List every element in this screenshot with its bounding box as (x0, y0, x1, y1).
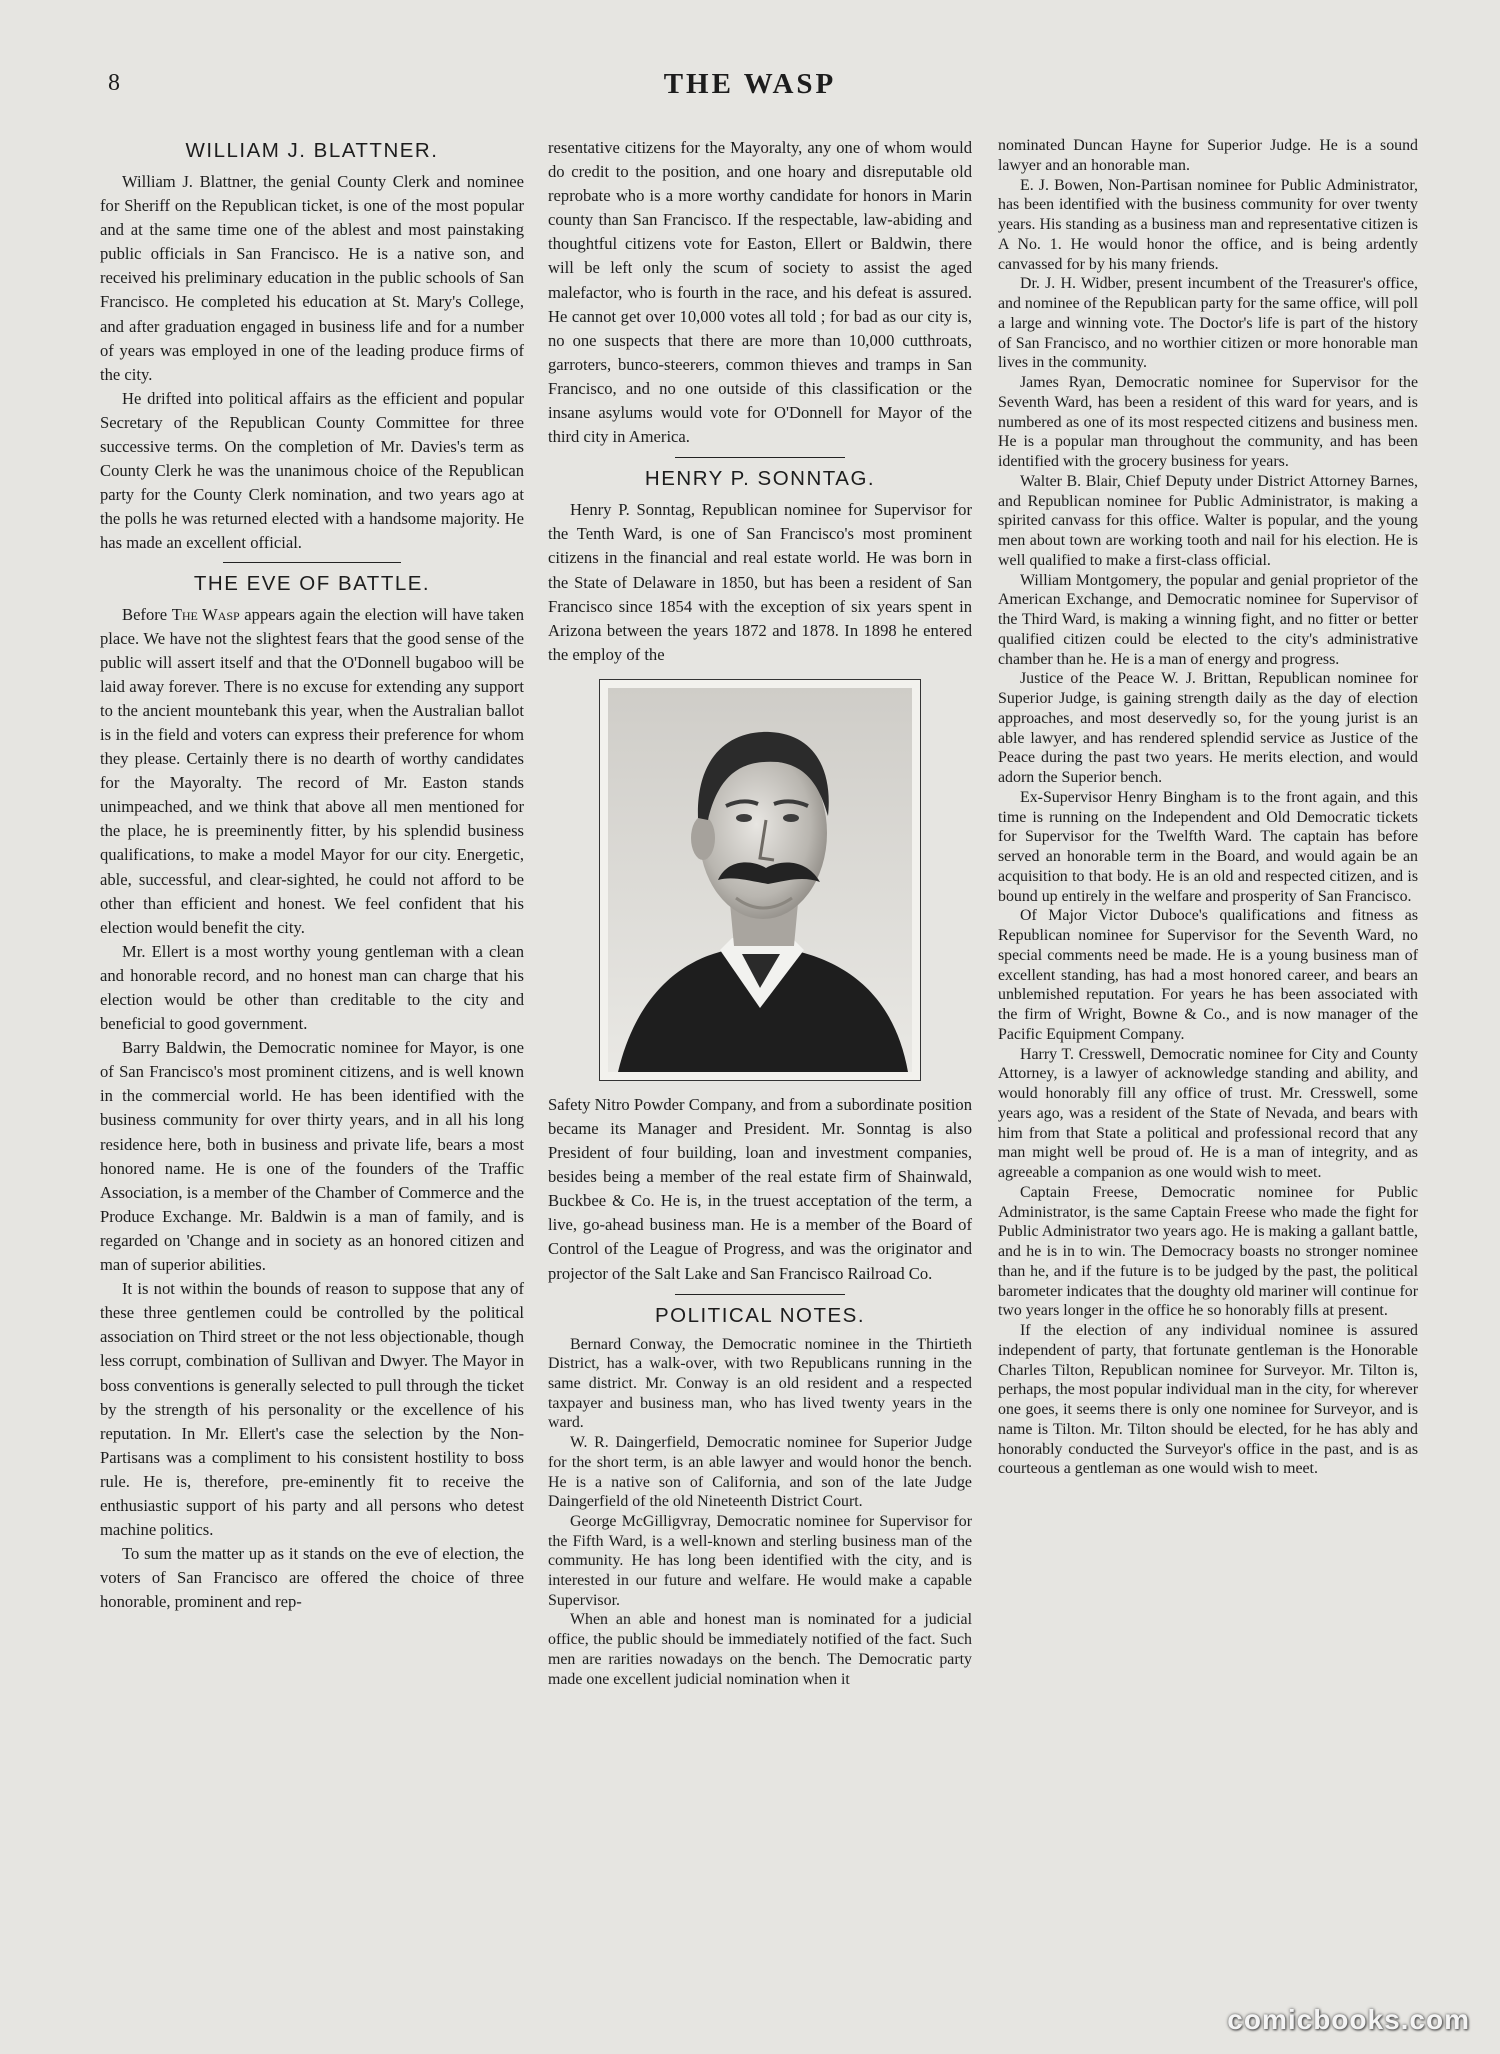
portrait-illustration (608, 688, 912, 1072)
paragraph: When an able and honest man is nominated for a judicial office, the public should be immediately notified of the fact. Such men are rarities nowadays on the bench. The Democratic party made one excellent judicial nomination when it (548, 1611, 972, 1688)
paragraph: If the election of any individual nominee is assured independent of party, that fortunate gentleman is the Honorable Charles Tilton, Republican nominee for Surveyor. Mr. Tilton is, perhaps, the most popular individual man in the city, for wherever one goes, it seems there is only one nominee for Surveyor, and is name is Tilton. Mr. Tilton should be elected, for he has ably and honorably conducted the Surveyor's office in the past, and is as courteous a gentleman as one would wish to meet. (998, 1322, 1418, 1478)
paragraph (100, 603, 524, 940)
section-divider (675, 457, 845, 458)
paragraph: George McGilligvray, Democratic nominee for Supervisor for the Fifth Ward, is a well-known and sterling business man of the community. He has long been identified with the city, and is interested in our future and welfare. He would make a capable Supervisor. (548, 1512, 972, 1609)
column-left (100, 136, 524, 1614)
paragraph: Harry T. Cresswell, Democratic nominee for City and County Attorney, is a lawyer of acknowledge standing and ability, and would honorably fill any office of trust. Mr. Cresswell, some years ago, was a resident of the State of Nevada, and bears with him from that State a political and professional record that any man might well be proud of. He is a man of integrity, and as agreeable a companion as one would wish to meet. (998, 1045, 1418, 1181)
text-span: appears again the election will have taken place. We have not the slightest fears that the good sense of the public will assert itself and that the O'Donnell bugaboo will be laid away forever. There is no excuse for extending any support to the ancient mountebank this year, when the Australian ballot is in the field and voters can express their preference for whom they please. Certainly there is no dearth of worthy candidates for the Mayoralty. The record of Mr. Easton stands unimpeached, and we think that above all men mentioned for the place, he is preeminently fitter, by his splendid business qualifications, to make a model Mayor for our city. Energetic, able, successful, and clear-sighted, he could not afford to be other than efficient and honest. We feel confident that his election would benefit the city. (100, 604, 524, 937)
paragraph: He drifted into political affairs as the efficient and popular Secretary of the Republican County Committee for three successive terms. On the completion of Mr. Davies's term as County Clerk he was the unanimous choice of the Republican party for the County Clerk nomination, and two years ago at the polls he was returned elected with a handsome majority. He has made an excellent official. (100, 388, 524, 553)
text-span: Before (122, 604, 172, 624)
publication-name: The Wasp (171, 604, 240, 624)
paragraph: Justice of the Peace W. J. Brittan, Republican nominee for Superior Judge, is gaining strength daily as the day of election approaches, and most deservedly so, for the young jurist is an able lawyer, and has rendered splendid service as Justice of the Peace during the past two years. He merits election, and would adorn the Superior bench. (998, 670, 1418, 786)
section-divider (223, 562, 401, 563)
paragraph: Safety Nitro Powder Company, and from a subordinate position became its Manager and President. Mr. Sonntag is also President of four building, loan and investment companies, besides being a member of the real estate firm of Shainwald, Buckbee & Co. He is, in the truest acceptation of the term, a live, go-ahead business man. He is a member of the Board of Control of the League of Progress, and was the originator and projector of the Salt Lake and San Francisco Railroad Co. (548, 1094, 972, 1283)
paragraph: William J. Blattner, the genial County Clerk and nominee for Sheriff on the Republican ticket, is one of the most popular and at the same time one of the ablest and most painstaking public officials in San Francisco. He is a native son, and received his preliminary education in the public schools of San Francisco. He completed his education at St. Mary's College, and after graduation engaged in business life and for a number of years was employed in one of the leading produce firms of the city. (100, 172, 524, 384)
column-middle (548, 136, 972, 1689)
paragraph: William Montgomery, the popular and genial proprietor of the American Exchange, and Democratic nominee for Supervisor of the Third Ward, is making a winning fight, and no fitter or better qualified citizen could be elected to the city's administrative chamber than he. He is a man of energy and progress. (998, 571, 1418, 668)
heading-eve-of-battle: THE EVE OF BATTLE. (193, 571, 431, 595)
masthead-title: THE WASP (663, 68, 837, 100)
paragraph: Bernard Conway, the Democratic nominee in the Thirtieth District, has a walk-over, with two Republicans running in the same district. Mr. Conway is an old resident and a respected taxpayer and business man, who has lived twenty years in the ward. (548, 1335, 972, 1432)
paragraph: To sum the matter up as it stands on the eve of election, the voters of San Francisco are offered the choice of three honorable, prominent and rep- (100, 1544, 524, 1612)
paragraph: James Ryan, Democratic nominee for Supervisor for the Seventh Ward, has been a resident of this ward for years, and is numbered as one of its most respected citizens and business men. He is a popular man throughout the community, and has been identified with the grocery business for years. (998, 374, 1418, 470)
paragraph: nominated Duncan Hayne for Superior Judge. He is a sound lawyer and an honorable man. (998, 137, 1418, 174)
heading-political-notes: POLITICAL NOTES. (654, 1303, 866, 1327)
section-divider (675, 1294, 845, 1295)
paragraph: Barry Baldwin, the Democratic nominee for Mayor, is one of San Francisco's most prominent citizens, and is well known in the commercial world. He has been identified with the business community for over thirty years, and in all his long residence here, both in business and private life, bears a most honored name. He is one of the founders of the Traffic Association, is a member of the Chamber of Commerce and the Produce Exchange. Mr. Baldwin is a man of family, and is regarded on 'Change and in society as an honored citizen and man of superior abilities. (100, 1038, 524, 1275)
paragraph: Henry P. Sonntag, Republican nominee for Supervisor for the Tenth Ward, is one of San Francisco's most prominent citizens in the financial and real estate world. He was born in the State of Delaware in 1850, but has been a resident of San Francisco since 1854 with the exception of six years spent in Arizona between the years 1872 and 1878. In 1898 he entered the employ of the (548, 500, 972, 664)
paragraph: W. R. Daingerfield, Democratic nominee for Superior Judge for the short term, is an able lawyer and would honor the bench. He is a native son of California, and son of the late Judge Daingerfield of the old Nineteenth District Court. (548, 1434, 972, 1511)
paragraph: Of Major Victor Duboce's qualifications and fitness as Republican nominee for Supervisor for the Seventh Ward, no special comments need be made. He is a young business man of excellent standing, has had a most honored career, and bears an unblemished reputation. For years he has been associated with the firm of Wright, Bowne & Co., and is now manager of the Pacific Equipment Company. (998, 907, 1418, 1043)
heading-sonntag: HENRY P. SONNTAG. (644, 467, 876, 491)
paragraph: It is not within the bounds of reason to suppose that any of these three gentlemen could be controlled by the political association on Third street or the not less objectionable, though less corrupt, combination of Sullivan and Dwyer. The Mayor in boss conventions is generally selected to pull through the ticket by the strength of his personality or the excellence of his reputation. In Mr. Ellert's case the selection by the Non-Partisans was a compliment to his consistent hostility to boss rule. He is, therefore, pre-eminently fit to receive the enthusiastic support of his party and all persons who detest machine politics. (100, 1279, 524, 1540)
portrait-photo (599, 679, 921, 1081)
paragraph: resentative citizens for the Mayoralty, any one of whom would do credit to the position, and one hoary and disreputable old reprobate who is a more worthy candidate for honors in Marin county than San Francisco. If the respectable, law-abiding and thoughtful citizens vote for Easton, Ellert or Baldwin, there will be left only the scum of society to assist the aged malefactor, who is fourth in the race, and his defeat is assured. He cannot get over 10,000 votes all told ; for bad as our city is, no one suspects that there are more than 10,000 cutthroats, garroters, bunco-steerers, common thieves and tramps in San Francisco, and no one outside of this classification or the insane asylums would vote for O'Donnell for Mayor of the third city in America. (548, 138, 972, 447)
page-number: 8 (108, 70, 120, 96)
heading-blattner: WILLIAM J. BLATTNER. (185, 139, 439, 162)
paragraph: Mr. Ellert is a most worthy young gentleman with a clean and honorable record, and no honest man can charge that his election would be other than creditable to the city and beneficial to good government. (100, 941, 524, 1034)
paragraph: Walter B. Blair, Chief Deputy under District Attorney Barnes, and Republican nominee for Public Administrator, is making a spirited canvass for this office. Walter is popular, and the young men about town are working tooth and nail for his election. He is well qualified to make a first-class official. (998, 472, 1418, 569)
paragraph: Captain Freese, Democratic nominee for Public Administrator, is the same Captain Freese who made the fight for Public Administrator two years ago. He is making a gallant battle, and he is in to win. The Democracy boasts no stronger nominee than he, and if the future is to be judged by the past, the political barometer indicates that the doughty old mariner will continue for two years longer in the office he so honorably fills at present. (998, 1183, 1418, 1320)
paragraph: Ex-Supervisor Henry Bingham is to the front again, and this time is running on the Independent and Old Democratic tickets for Supervisor for the Twelfth Ward. The captain has before served an honorable term in the Board, and would again be an acquisition to that body. He is an old and respected citizen, and is bound up entirely in the welfare and prosperity of San Francisco. (998, 788, 1418, 905)
column-right (998, 136, 1418, 1479)
paragraph: Dr. J. H. Widber, present incumbent of the Treasurer's office, and nominee of the Republican party for the same office, will poll a large and winning vote. The Doctor's life is part of the history of San Francisco, and no worthier citizen or more honorable man lives in the community. (998, 275, 1418, 372)
watermark-logo: comicbooks.com (1227, 2004, 1470, 2035)
paragraph: E. J. Bowen, Non-Partisan nominee for Public Administrator, has been identified with the business community for over twenty years. His standing as a business man and representative citizen is A No. 1. He would honor the office, and is being ardently canvassed for by his many friends. (998, 176, 1418, 273)
